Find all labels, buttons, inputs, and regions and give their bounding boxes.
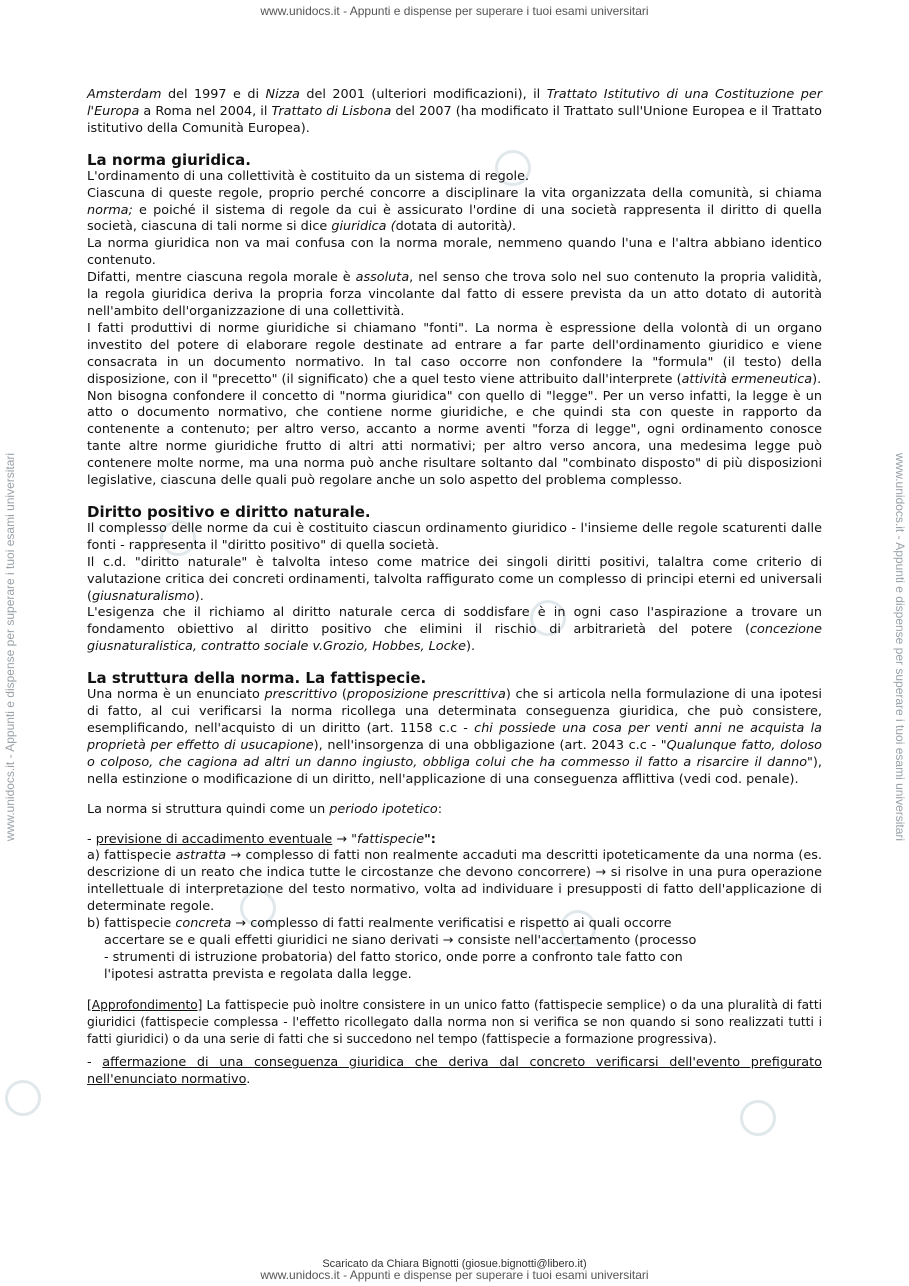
text-run: a Roma nel 2004, il xyxy=(139,103,272,119)
intro-paragraph xyxy=(87,87,822,138)
text-run: ). xyxy=(194,588,204,604)
footer-watermark: www.unidocs.it - Appunti e dispense per superare i tuoi esami universitari xyxy=(260,1268,649,1282)
list-item-fattispecie-concreta xyxy=(87,916,822,933)
text-run: ). xyxy=(465,639,476,655)
text-run: e poiché il sistema di regole da cui è assicurato l'ordine di una società rappresenta il diritto di quella società, ciascuna di tali norme si dice xyxy=(87,202,822,235)
paragraph xyxy=(87,555,822,606)
text-run: proposizione prescrittiva xyxy=(346,687,506,703)
document-body xyxy=(87,87,822,1089)
watermark-logo-icon xyxy=(740,1100,776,1136)
paragraph xyxy=(87,802,822,819)
paragraph: Non bisogna confondere il concetto di "norma giuridica" con quello di "legge". Per un verso infatti, la legge è un atto o documento normativo, che contiene norme giuridiche, e che quindi sta con queste in rapporto da contenente a contenuto; per altro verso, accanto a norme aventi "forza di legge", ogni ordinamento conosce tante altre norme giuridiche frutto di altri atti normativi; per altro verso ancora, una medesima legge può contenere molte norme, ma una norma può anche risultare soltanto dal "combinato disposto" di più disposizioni legislative, ciascuna delle quali può regolare anche un solo aspetto del problema complesso. xyxy=(87,388,822,489)
text-run: giuridica ( xyxy=(331,219,396,235)
section-title-struttura-norma: La struttura della norma. La fattispecie. xyxy=(87,669,427,688)
section-title-norma-giuridica: La norma giuridica. xyxy=(87,150,251,169)
text-run: assoluta xyxy=(355,270,410,286)
text-run: ). xyxy=(812,371,822,387)
text-run: ": xyxy=(424,831,436,847)
text-run: Trattato di Lisbona xyxy=(271,103,392,119)
text-run: → complesso di fatti non realmente accaduti ma descritti ipoteticamente da una norma (es. descrizione di un reato che indica tutte le circostanze che devono concorrere) → si risolve in una pura operazione intellettuale di interpretazione del testo normativo, volta ad individuare i presupposti di fatto dell'applicazione di determinate regole. xyxy=(87,848,822,915)
text-run: Una norma è un enunciato xyxy=(87,687,265,703)
text-run: del 2001 (ulteriori modificazioni), il xyxy=(299,87,547,102)
text-run: affermazione di una conseguenza giuridica che deriva dal concreto verificarsi dell'evento prefigurato nell'enunciato normativo xyxy=(87,1055,822,1088)
text-run: giusnaturalismo xyxy=(92,588,195,604)
bullet-fattispecie xyxy=(87,832,822,849)
paragraph xyxy=(87,186,822,237)
text-run: Il c.d. "diritto naturale" è talvolta inteso come matrice dei singoli diritti positivi, talaltra come criterio di valutazione critica dei concreti ordinamenti, talvolta raffigurato come un complesso di principi eterni ed universali ( xyxy=(87,554,822,604)
text-run: : xyxy=(437,801,443,817)
text-run: concezione giusnaturalistica, contratto sociale v.Grozio, Hobbes, Locke xyxy=(87,622,822,655)
text-run: prescrittivo xyxy=(264,687,338,703)
text-run: I fatti produttivi di norme giuridiche si chiamano "fonti". La norma è espressione della volontà di un organo investito del potere di elaborare regole destinate ad entrare a far parte dell'ordinamento giuridico e viene consacrata in un documento normativo. In tal caso occorre non confondere la "formula" (il testo) della disposizione, con il "precetto" (il significato) che a quel testo viene attribuito dall'interprete ( xyxy=(87,320,822,387)
section-title-diritto-positivo: Diritto positivo e diritto naturale. xyxy=(87,502,371,521)
text-run: periodo ipotetico xyxy=(329,801,438,817)
text-run: ). xyxy=(507,219,517,235)
right-side-watermark: www.unidocs.it - Appunti e dispense per superare i tuoi esami universitari xyxy=(893,452,907,842)
text-run: b) fattispecie xyxy=(87,916,176,932)
paragraph: La norma giuridica non va mai confusa con la norma morale, nemmeno quando l'una e l'altra abbiano identico contenuto. xyxy=(87,236,822,269)
text-run: Nizza xyxy=(265,87,300,102)
paragraph: L'ordinamento di una collettività è costituito da un sistema di regole. xyxy=(87,168,530,184)
text-run: concreta xyxy=(175,916,232,932)
paragraph xyxy=(87,321,822,389)
text-run: Difatti, mentre ciascuna regola morale è xyxy=(87,270,356,286)
download-credit: Scaricato da Chiara Bignotti (giosue.bignotti@libero.it) xyxy=(322,1258,587,1270)
text-run: attività ermeneutica xyxy=(681,371,813,387)
paragraph xyxy=(87,687,822,788)
paragraph xyxy=(87,270,822,321)
text-run: Ciascuna di queste regole, proprio perché concorre a disciplinare la vita organizzata della comunità, si chiama xyxy=(87,185,822,201)
text-run: - xyxy=(87,831,96,847)
text-run: . xyxy=(246,1072,251,1088)
text-run: norma; xyxy=(87,202,133,218)
text-run: [Approfondimento] xyxy=(87,997,203,1012)
paragraph: Il complesso delle norme da cui è costituito ciascun ordinamento giuridico - l'insieme delle regole scaturenti dalle fonti - rappresenta il "diritto positivo" di quella società. xyxy=(87,520,822,553)
text-run: a) fattispecie xyxy=(87,848,176,864)
paragraph xyxy=(87,605,822,656)
text-run: fattispecie xyxy=(357,831,425,847)
text-run: del 1997 e di xyxy=(161,87,266,102)
left-side-watermark: www.unidocs.it - Appunti e dispense per superare i tuoi esami universitari xyxy=(3,452,17,842)
text-run: ), nell'insorgenza di una obbligazione (art. 2043 c.c - " xyxy=(313,737,667,753)
text-run: "), nella estinzione o modificazione di un diritto, nell'applicazione di una conseguenza afflittiva (vedi cod. penale). xyxy=(87,754,822,787)
text-run: La fattispecie può inoltre consistere in un unico fatto (fattispecie semplice) o da una pluralità di fatti giuridici (fattispecie complessa - l'effetto ricollegato dalla norma non si verifica se non quando si sono realizzati tutti i fatti giuridici) o da una serie di fatti che si succedono nel tempo (fattispecie a formazione progressiva). xyxy=(87,997,822,1046)
text-run: previsione di accadimento eventuale xyxy=(95,831,333,847)
list-item-line: l'ipotesi astratta prevista e regolata dalla legge. xyxy=(104,966,412,982)
text-run: Qualunque fatto, doloso o colposo, che cagiona ad altri un danno ingiusto, obbliga colui che ha commesso il fatto a risarcire il danno xyxy=(87,737,823,770)
text-run: chi possiede una cosa per venti anni ne acquista la proprietà per effetto di usucapione xyxy=(87,721,822,753)
watermark-logo-icon xyxy=(5,1080,41,1116)
text-run: → " xyxy=(332,831,358,847)
header-watermark: www.unidocs.it - Appunti e dispense per superare i tuoi esami universitari xyxy=(260,4,649,18)
text-run: dotata di autorità xyxy=(395,219,508,235)
text-run: Trattato Istitutivo di una Costituzione per l'Europa xyxy=(87,87,823,119)
approfondimento-paragraph xyxy=(87,997,822,1048)
text-run: del 2007 (ha modificato il Trattato sull'Unione Europea e il Trattato istitutivo della Comunità Europea). xyxy=(87,103,822,136)
text-run: Amsterdam xyxy=(87,87,162,102)
text-run: ) che si articola nella formulazione di una ipotesi di fatto, al cui verificarsi la norma ricollega una determinata conseguenza giuridica, che può consistere, esemplificando, nell'acquisto di un diritto (art. 1158 c.c - xyxy=(87,687,822,736)
text-run: L'esigenza che il richiamo al diritto naturale cerca di soddisfare è in ogni caso l'aspirazione a trovare un fondamento obiettivo al diritto positivo che elimini il rischio di arbitrarietà del potere ( xyxy=(87,605,822,638)
text-run: - xyxy=(87,1055,103,1071)
text-run: ( xyxy=(337,687,347,703)
bullet-conseguenza xyxy=(87,1055,822,1089)
text-run: La norma si struttura quindi come un xyxy=(87,801,330,817)
list-item-line: accertare se e quali effetti giuridici ne siano derivati → consiste nell'accertamento (processo xyxy=(104,932,697,948)
list-item-line: - strumenti di istruzione probatoria) del fatto storico, onde porre a confronto tale fatto con xyxy=(104,949,683,965)
text-run: astratta xyxy=(175,848,227,864)
list-item-fattispecie-astratta xyxy=(87,848,822,916)
text-run: → complesso di fatti realmente verificatisi e rispetto ai quali occorre xyxy=(231,916,672,932)
text-run: , nel senso che trova solo nel suo contenuto la propria validità, la regola giuridica deriva la propria forza vincolante dal fatto di essere prevista da un atto dotato di autorità nell'ambito dell'organizzazione di una collettività. xyxy=(87,270,822,319)
